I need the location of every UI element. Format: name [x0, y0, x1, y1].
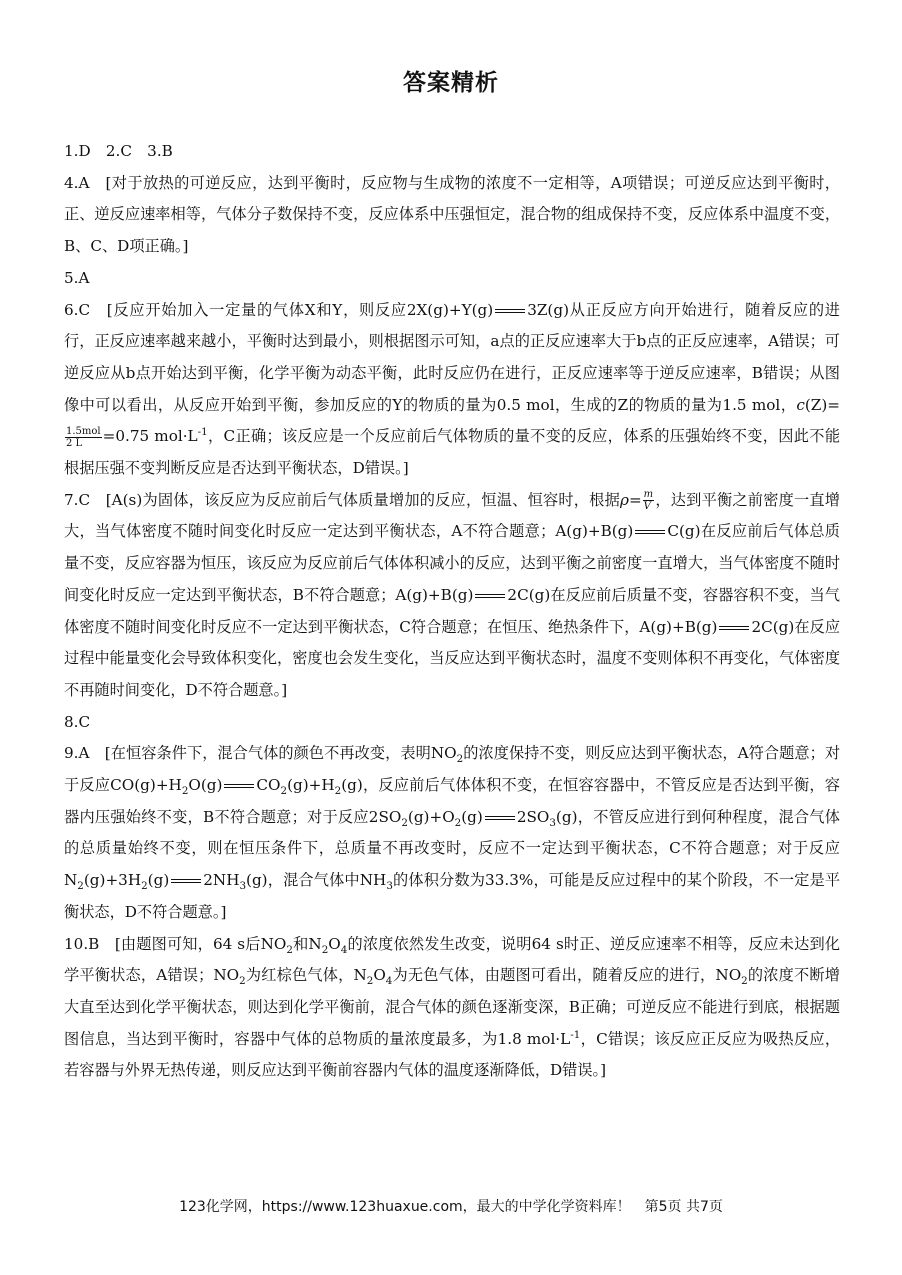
text: 10.B [由题图可知，64 s后NO [64, 934, 287, 953]
fraction-denominator: V [643, 501, 651, 513]
subscript: 3 [549, 816, 556, 829]
text: =0.75 mol·L [102, 427, 198, 446]
text: ，C正确；该反应是一个反应前后气体物质的量不变的反应，体系的压强始终不变，因此不能根据压强不变判断反应是否达到平衡状态，D错误。] [64, 427, 841, 478]
subscript: 2 [181, 785, 189, 798]
text: ，达到平衡之前密度一直增大，当气体密度不随时间变化时反应一定达到平衡状态，A不符合题意；A(g)+B(g) [64, 490, 840, 541]
subscript: 4 [340, 943, 348, 956]
text: 的浓度保持不变，则反应达到平衡状态，A符合题意；对于反应CO(g)+H [64, 744, 841, 795]
equilibrium-arrow-icon [171, 876, 201, 886]
text: (g)，混合气体中NH [246, 871, 387, 890]
subscript: 2 [239, 975, 246, 988]
fraction-numerator: 1.5mol [66, 425, 101, 437]
page-title: 答案精析 [403, 70, 499, 96]
text: (g) [461, 807, 483, 826]
text: (Z)= [804, 395, 840, 414]
text: 2SO [516, 807, 550, 826]
equilibrium-arrow-icon [224, 781, 254, 791]
equilibrium-arrow-icon [475, 591, 505, 601]
superscript: -1 [570, 1028, 581, 1041]
equilibrium-arrow-icon [485, 813, 515, 823]
text: (g)，不管反应进行到何种程度，混合气体的总质量始终不变，则在恒压条件下，总质量不再改变时，反应不一定达到平衡状态，C不符合题意；对于反应N [64, 807, 840, 890]
text: O(g) [188, 776, 223, 795]
text: O [328, 934, 341, 953]
text: = [628, 490, 642, 509]
text: (g) [147, 871, 170, 890]
equilibrium-arrow-icon [719, 623, 749, 633]
equilibrium-arrow-icon [635, 527, 665, 537]
subscript: 2 [741, 975, 748, 988]
answer-9 [64, 738, 840, 928]
text: C(g)在反应前后气体总质量不变，反应容器为恒压，该反应为反应前后气体体积减小的反应，达到平衡之前密度一直增大，当气体密度不随时间变化时反应一定达到平衡状态，B不符合题意；A(g)+B(g) [64, 522, 840, 604]
text: 2NH [203, 871, 240, 890]
text: CO [256, 776, 281, 795]
text: (g)，反应前后气体体积不变，在恒容容器中，不管反应是否达到平衡，容器内压强始终不变，B不符合题意；对于反应2SO [64, 776, 840, 826]
text: 的浓度不断增大直至达到化学平衡状态，则达到化学平衡前，混合气体的颜色逐渐变深，B正确；可逆反应不能进行到底，根据题图信息，当达到平衡时，容器中气体的总物质的量浓度最多，为1.8 mol·L [64, 966, 840, 1048]
answer-7 [64, 485, 840, 707]
answer-1-3: 1.D 2.C 3.B [64, 142, 173, 160]
text: ρ [620, 490, 629, 509]
text: 2C(g)在反应前后质量不变，容器容积不变，当气体密度不随时间变化时反应不一定达到平衡状态，C符合题意；在恒压、绝热条件下，A(g)+B(g) [64, 585, 840, 636]
subscript: 2 [366, 975, 374, 988]
text: ，C错误；该反应正反应为吸热反应，若容器与外界无热传递，则反应达到平衡前容器内气体的温度逐渐降低，D错误。] [64, 1029, 841, 1080]
text: c [796, 395, 805, 414]
text: (g)+H [287, 776, 335, 795]
answer-5: 5.A [64, 268, 90, 287]
fraction [643, 489, 654, 512]
answer-6 [64, 295, 840, 485]
fraction-numerator: m [643, 489, 654, 501]
text: 3Z(g)从正反应方向开始进行，随着反应的进行，正反应速率越来越小，平衡时达到最小，则根据图示可知，a点的正反应速率大于b点的正反应速率，A错误；可逆反应从b点开始达到平衡，化学平衡为动态平衡，此时反应仍在进行，正反应速率等于逆反应速率，B错误；从图像中可以看出，从反应开始到平衡，参加反应的Y的物质的量为0.5 mol，生成的Z的物质的量为1.5 mol， [64, 300, 840, 414]
subscript: 2 [454, 816, 462, 829]
answer-10 [64, 929, 840, 1088]
text: 2C(g)在反应过程中能量变化会导致体积变化，密度也会发生变化，当反应达到平衡状态时，温度不变则体积不再变化，气体密度不再随时间变化，D不符合题意。] [64, 617, 841, 699]
text: 和N [292, 934, 322, 953]
equilibrium-arrow-icon [495, 306, 525, 316]
subscript: 2 [401, 816, 408, 829]
text: 为红棕色气体，N [245, 966, 367, 985]
text: 9.A [在恒容条件下，混合气体的颜色不再改变，表明NO [64, 744, 457, 763]
fraction-denominator: 2 L [66, 437, 83, 449]
subscript: 3 [386, 880, 393, 893]
text: O [373, 966, 386, 985]
subscript: 4 [385, 975, 393, 988]
subscript: 2 [141, 880, 148, 893]
subscript: 2 [280, 785, 288, 798]
text: 的体积分数为33.3%，可能是反应过程中的某个阶段，不一定是平衡状态，D不符合题意。] [64, 871, 841, 921]
text: (g)+3H [83, 871, 142, 890]
superscript: -1 [197, 426, 208, 439]
subscript: 2 [456, 753, 464, 766]
subscript: 2 [334, 785, 342, 798]
fraction [65, 426, 102, 449]
text: 的浓度依然发生改变，说明64 s时正、逆反应速率不相等，反应未达到化学平衡状态，A错误；NO [64, 934, 840, 985]
page-footer: 123化学网，https://www.123huaxue.com，最大的中学化学资料库！ 第5页 共7页 [179, 1199, 723, 1215]
answer-4: 4.A [对于放热的可逆反应，达到平衡时，反应物与生成物的浓度不一定相等，A项错误；可逆反应达到平衡时，正、逆反应速率相等，气体分子数保持不变，反应体系中压强恒定，混合物的组成保持不变，反应体系中温度不变，B、C、D项正确。] [64, 173, 840, 256]
text: 7.C [A(s)为固体，该反应为反应前后气体质量增加的反应，恒温、恒容时，根据 [64, 490, 620, 509]
text: 6.C [反应开始加入一定量的气体X和Y，则反应2X(g)+Y(g) [64, 300, 494, 319]
text: (g)+O [407, 807, 455, 826]
subscript: 3 [239, 880, 247, 893]
text: 为无色气体，由题图可看出，随着反应的进行，NO [392, 966, 742, 985]
subscript: 2 [77, 880, 84, 893]
answer-8: 8.C [64, 712, 91, 731]
subscript: 2 [286, 943, 293, 956]
subscript: 2 [321, 943, 329, 956]
answer-body [64, 136, 840, 1087]
